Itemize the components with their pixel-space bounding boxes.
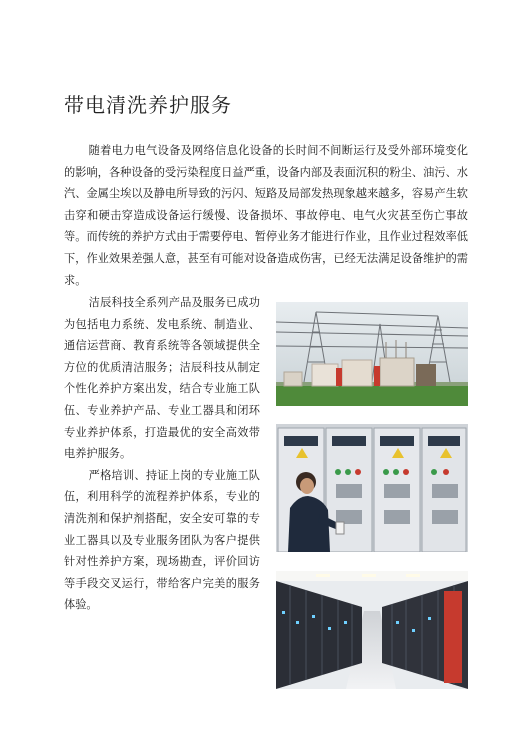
server-room-photo <box>276 571 468 689</box>
substation-photo <box>276 302 468 406</box>
services-paragraph: 洁辰科技全系列产品及服务已成功为包括电力系统、发电系统、制造业、通信运营商、教育系统等各领域提供全方位的优质清洁服务；洁辰科技从制定个性化养护方案出发，结合专业施工队伍、专业养护产品、专业工器具和闭环专业养护体系，打造最优的安全高效带电养护服务。 <box>64 296 260 461</box>
team-paragraph: 严格培训、持证上岗的专业施工队伍，利用科学的流程养护体系，专业的清洗剂和保护剂搭配，安全安可靠的专业工器具以及专业服务团队为客户提供针对性养护方案，现场勘查，评价回访等手段交叉运行，带给客户完美的服务体验。 <box>64 468 260 612</box>
switchgear-worker-photo <box>276 424 468 552</box>
text-column <box>64 292 260 616</box>
intro-paragraph: 随着电力电气设备及网络信息化设备的长时间不间断运行及受外部环境变化的影响，各种设备的受污染程度日益严重，设备内部及表面沉积的粉尘、油污、水汽、金属尘埃以及静电所导致的污闪、短路及局部发热现象越来越多，容易产生软击穿和硬击穿造成设备运行缓慢、设备损坏、事故停电、电气火灾甚至伤亡事故等。而传统的养护方式由于需要停电、暂停业务才能进行作业，且作业过程效率低下，作业效果差强人意，甚至有可能对设备造成伤害，已经无法满足设备维护的需求。 <box>64 144 468 287</box>
page-title: 带电清洗养护服务 <box>64 93 232 118</box>
